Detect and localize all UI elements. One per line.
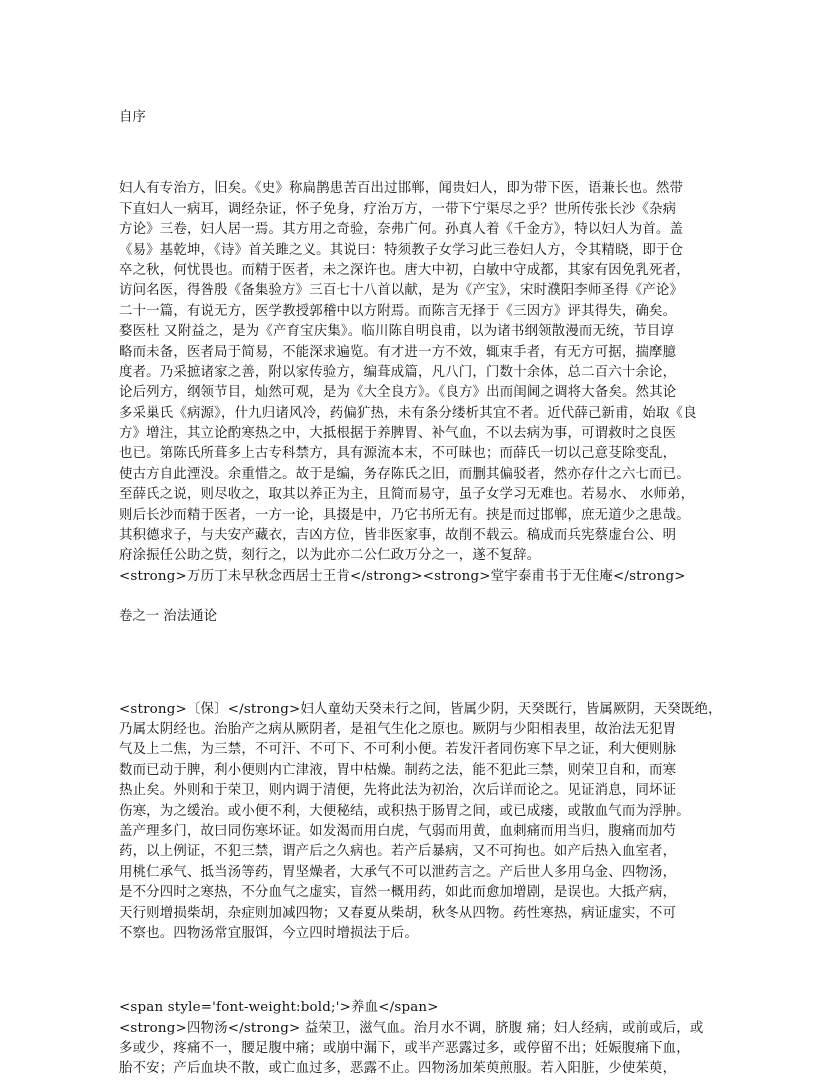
text-line: 二十一篇，有说无方，医学教授郭稽中以方附焉。而陈言无择于《三因方》评其得失，确矣。	[119, 303, 677, 319]
text-line: 论后列方，纲领节目，灿然可观，是为《大全良方》。《良方》出而闺阃之调将大备矣。然其论	[119, 385, 677, 401]
text-line: 伤寒，为之缓治。或小便不利，大便秘结，或积热于肠胃之间，或已成瘘，或散血气而为浮肿。	[119, 803, 690, 819]
preface-body	[119, 179, 701, 587]
text-line: 用桃仁承气、抵当汤等药，胃坚燥者，大承气不可以泄药言之。产后世人多用乌金、四物汤，	[119, 864, 677, 880]
spacer	[119, 587, 701, 607]
section-nourish-blood	[119, 998, 704, 1080]
text-line: 下直妇人一病耳，调经杂证，怀子免身，疗治万方，一带下宁渠尽之乎？世所传张长沙《杂病	[119, 201, 677, 217]
section-heading: <span style='font-weight:bold;'>养血</span>	[119, 1000, 439, 1016]
text-line: <strong>〔保〕</strong>妇人童幼天癸未行之间，皆属少阴，天癸既行，皆属厥阴，天癸既绝，	[119, 701, 722, 717]
text-line: 使古方自此湮没。余重惜之。故于是编，务存陈氏之旧，而删其偏驳者，然亦存什之六七而已。	[119, 466, 690, 482]
text-line: 略而未备，医者局于简易，不能深求遍览。有才进一方不效，辄束手者，有无方可据，揣摩臆	[119, 344, 677, 360]
text-line: 盖产理多门，故曰同伤寒坏证。如发渴而用白虎，气弱而用黄，血刺痛而用当归，腹痛而加芍	[119, 823, 677, 839]
text-line: 天行则增损柴胡，杂症则加减四物；又春夏从柴胡，秋冬从四物。药性寒热，病证虚实，不可	[119, 905, 677, 921]
text-line: 气及上二焦，为三禁，不可汗、不可下、不可利小便。若发汗者同伤寒下早之证，利大便则脉	[119, 742, 677, 758]
text-line: <strong>四物汤</strong> 益荣卫，滋气血。治月水不调，脐腹 痛；妇人经病，或前或后，或	[119, 1020, 704, 1036]
preface-signature: <strong>万历丁未早秋念西居士王肯</strong><strong>堂宇泰甫书于无住庵</strong>	[119, 568, 686, 584]
text-line: 是不分四时之寒热，不分血气之虚实，盲然一概用药，如此而愈加增剧，是误也。大抵产病，	[119, 885, 677, 901]
text-line: 妇人有专治方，旧矣。《史》称扁鹊患苦百出过邯郸，闻贵妇人，即为带下医，语兼长也。然带	[119, 181, 684, 197]
text-line: 《易》基乾坤，《诗》首关雎之义。其说曰：特须教子女学习此三卷妇人方，令其精晓，即于仓	[119, 242, 684, 258]
text-line: 则后长沙而精于医者，一方一论，具掇是中，乃它书所无有。挟是而过邯郸，庶无道少之患哉。	[119, 507, 690, 523]
text-line: 胎不安；产后血块不散，或亡血过多，恶露不止。四物汤加茱萸煎服。若入阳脏，少使茱萸，	[119, 1061, 677, 1077]
text-line: 访问名医，得昝殷《备集验方》三百七十八首以献，是为《产宝》，宋时濮阳李师圣得《产论》	[119, 283, 684, 299]
text-line: 热止矣。外则和于荣卫，则内调于清便，先将此法为初治，次后详而论之。见证消息，同坏证	[119, 783, 677, 799]
text-line: 药，以上例证，不犯三禁，谓产后之久病也。若产后暴病，又不可拘也。如产后热入血室者，	[119, 844, 677, 860]
spacer	[119, 944, 701, 998]
text-line: 方》增注，其立论酌寒热之中，大抵根据于养脾胃、补气血，不以去病为事，可谓救时之良医	[119, 426, 677, 442]
text-line: 府涂振任公助之赀，刻行之，以为此亦二公仁政万分之一，遂不复辞。	[119, 548, 541, 564]
volume-title: 卷之一 治法通论	[119, 609, 217, 625]
text-line: 乃属太阴经也。治胎产之病从厥阴者，是祖气生化之原也。厥阴与少阳相表里，故治法无犯胃	[119, 722, 677, 738]
spacer	[119, 628, 701, 700]
text-line: 数而已动于脾，利小便则内亡津液，胃中枯燥。制药之法，能不犯此三禁，则荣卫自和，而寒	[119, 762, 677, 778]
text-line: 卒之秋，何忧畏也。而精于医者，未之深许也。唐大中初，白敏中守成都，其家有因免乳死者，	[119, 262, 690, 278]
text-line: 度者。乃采摭诸家之善，附以家传验方，编葺成篇，凡八门，门数十余体，总二百六十余论，	[119, 364, 677, 380]
text-line: 多或少，疼痛不一，腰足腹中痛；或崩中漏下，或半产恶露过多，或停留不出；妊娠腹痛下血，	[119, 1041, 690, 1057]
text-line: 婺医杜 又附益之，是为《产育宝庆集》。临川陈自明良甫，以为诸书纲领散漫而无统，节目谆	[119, 324, 674, 340]
document-page	[119, 108, 722, 1080]
text-line: 多采巢氏《病源》，什九归诸风冷，药偏犷热，未有条分缕析其宜不者。近代薛己新甫，始取《良	[119, 405, 697, 421]
preface-title: 自序	[119, 110, 146, 125]
text-line: 不察也。四物汤常宜服饵，今立四时增损法于后。	[119, 925, 418, 941]
text-line: 其积德求子，与夫安产藏衣，吉凶方位，皆非医家事，故削不载云。稿成而兵宪蔡虚台公、明	[119, 528, 677, 544]
text-line: 也已。第陈氏所葺多上古专科禁方，具有源流本末，不可昧也；而薛氏一切以己意芟除变乱，	[119, 446, 677, 462]
spacer	[119, 128, 701, 179]
text-line: 至薛氏之说，则尽收之，取其以养正为主，且简而易守，虽子女学习无难也。若易水、 水师弟，	[119, 487, 695, 503]
text-line: 方论》三卷，妇人居一焉。其方用之奇验，奈弗广何。孙真人着《千金方》，特以妇人为首。盖	[119, 222, 684, 238]
section-general-treatment	[119, 700, 722, 945]
